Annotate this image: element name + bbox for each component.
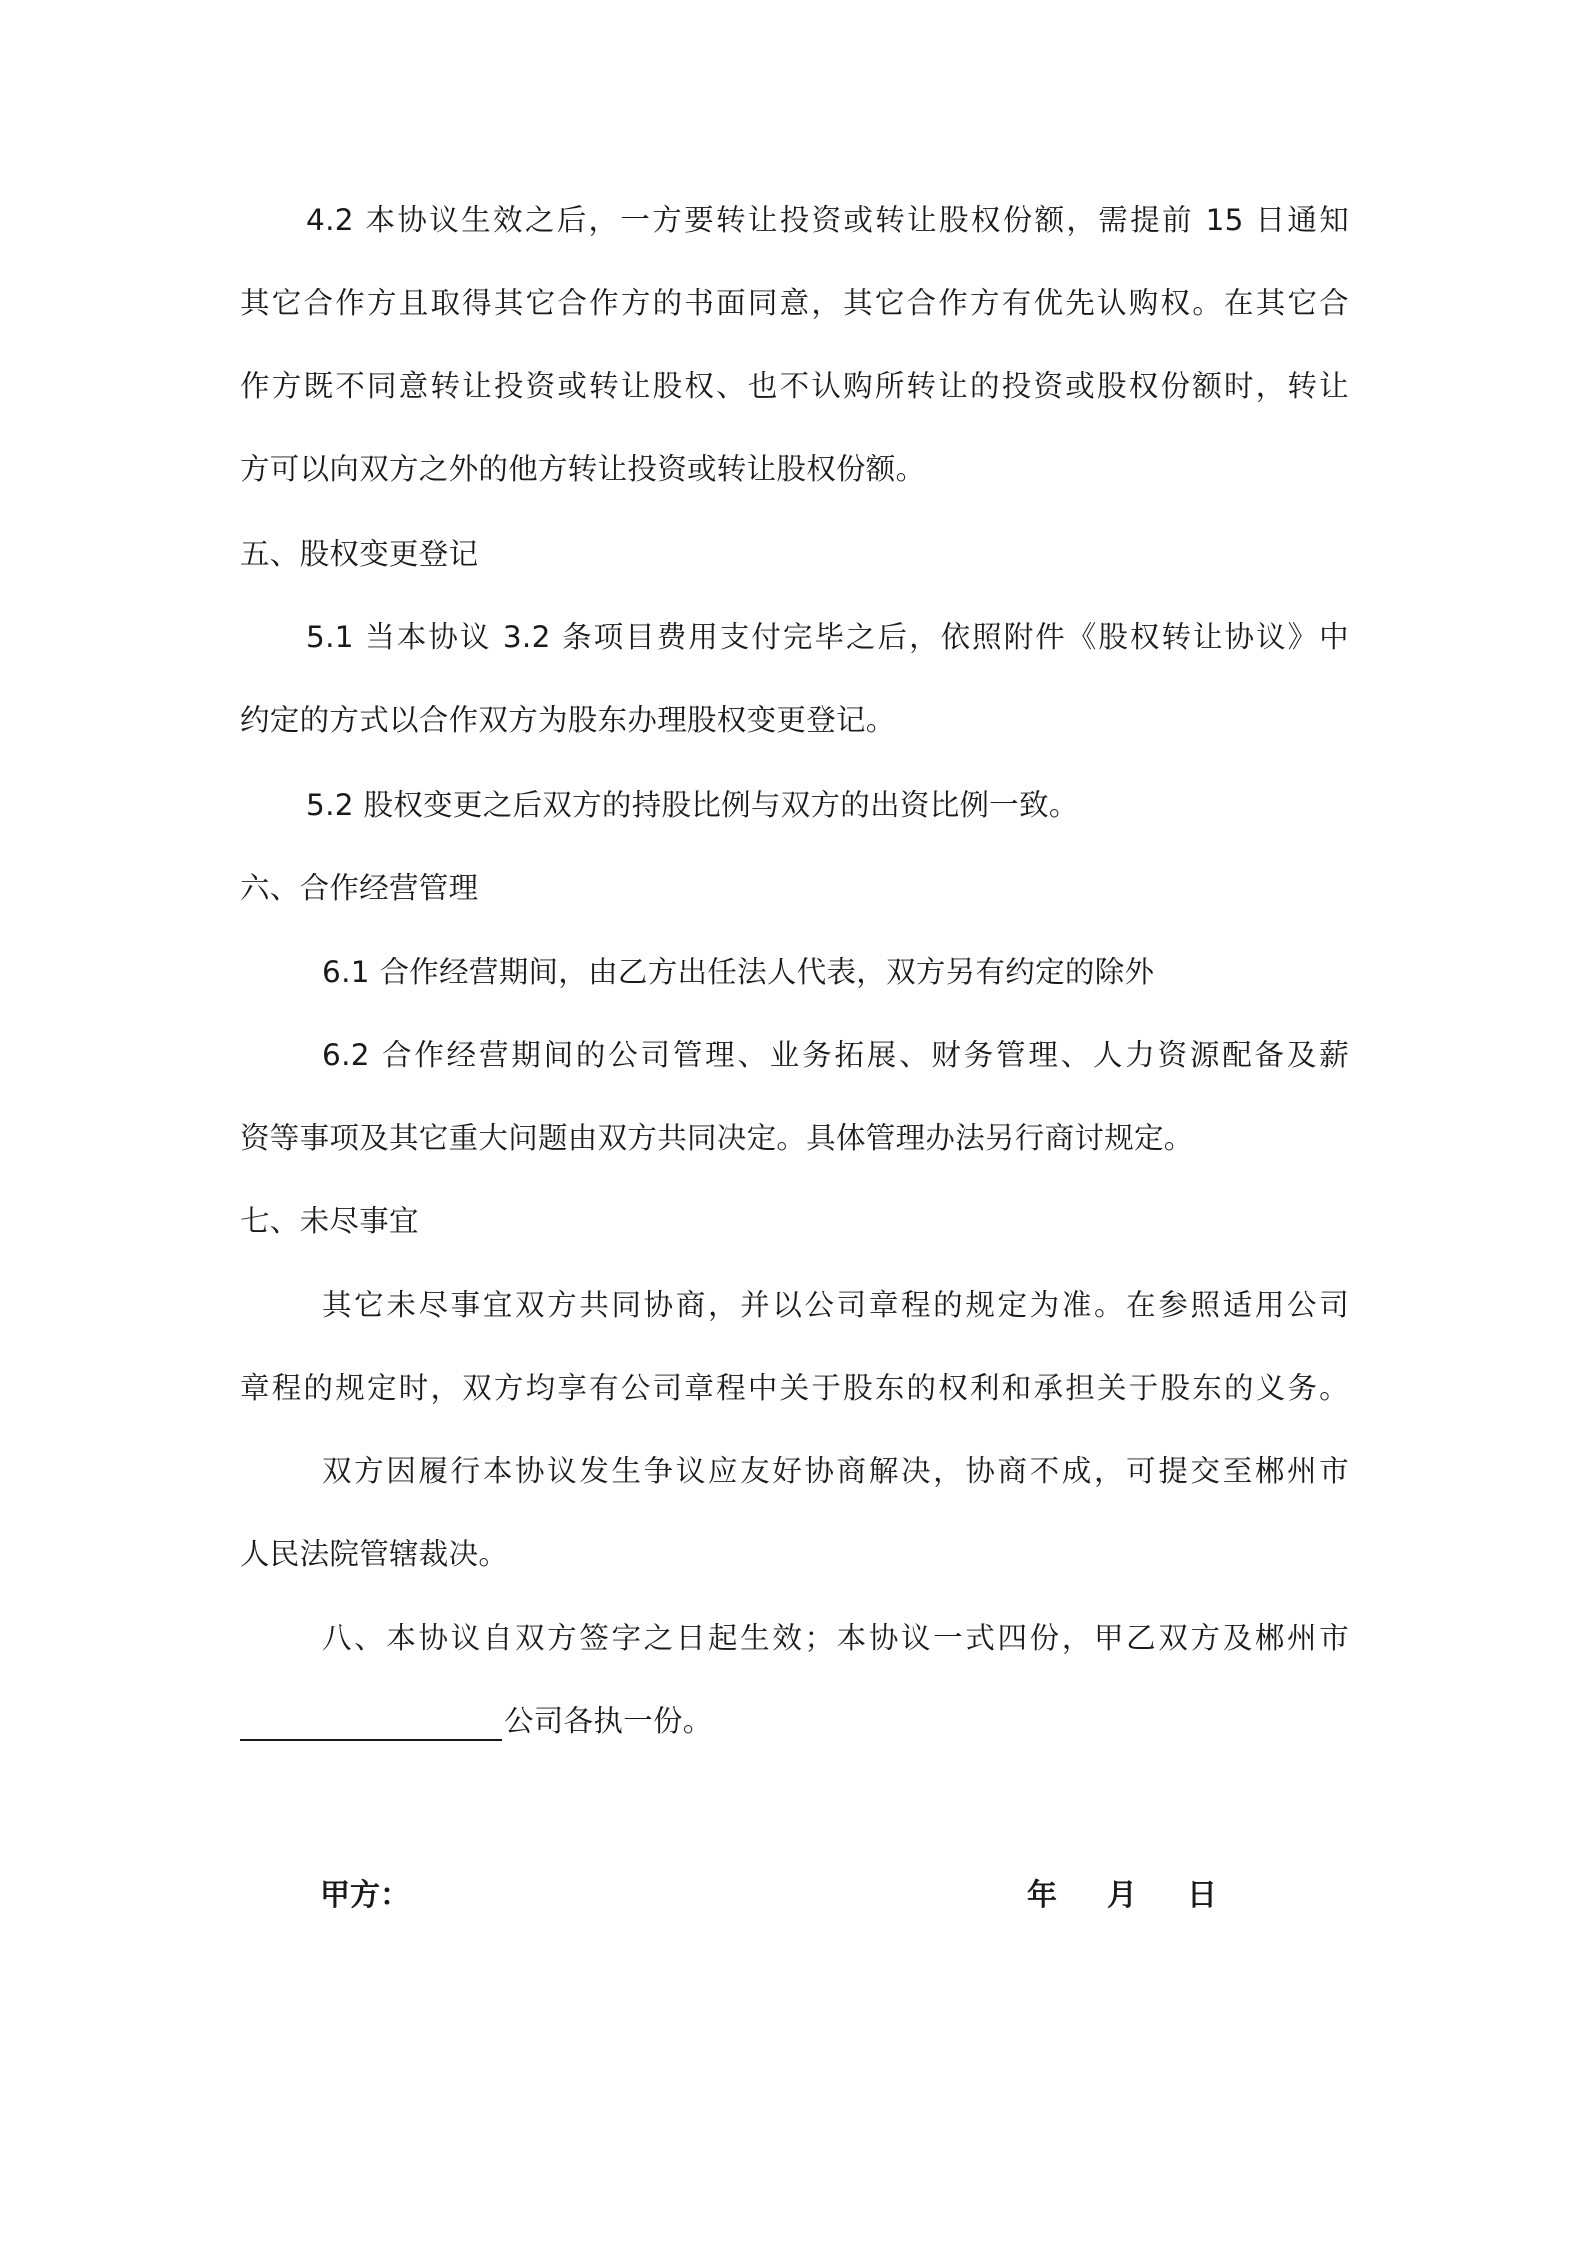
clause-5-1-line-1: 5.1 当本协议 3.2 条项目费用支付完毕之后，依照附件《股权转让协议》中: [306, 620, 1349, 654]
section-7-para-1-line-2: 章程的规定时，双方均享有公司章程中关于股东的权利和承担关于股东的义务。: [240, 1371, 1349, 1405]
section-8-line-2: [240, 1701, 713, 1741]
section-7-para-1-line-1: 其它未尽事宜双方共同协商，并以公司章程的规定为准。在参照适用公司: [322, 1288, 1349, 1322]
clause-6-1: 6.1 合作经营期间，由乙方出任法人代表，双方另有约定的除外: [322, 955, 1155, 989]
section-6-heading: 六、合作经营管理: [240, 871, 479, 905]
date-year: 年: [1027, 1878, 1057, 1913]
clause-4-2-line-4: 方可以向双方之外的他方转让投资或转让股权份额。: [240, 452, 926, 486]
section-7-heading: 七、未尽事宜: [240, 1204, 419, 1238]
clause-6-2-line-1: 6.2 合作经营期间的公司管理、业务拓展、财务管理、人力资源配备及薪: [322, 1038, 1349, 1072]
company-name-blank: [240, 1703, 502, 1741]
section-7-para-2-line-1: 双方因履行本协议发生争议应友好协商解决，协商不成，可提交至郴州市: [322, 1454, 1349, 1488]
section-8-line-2-text: 公司各执一份。: [504, 1704, 713, 1738]
section-5-heading: 五、股权变更登记: [240, 537, 479, 571]
date-day: 日: [1187, 1878, 1217, 1913]
clause-4-2-line-3: 作方既不同意转让投资或转让股权、也不认购所转让的投资或股权份额时，转让: [240, 369, 1349, 403]
clause-5-2: 5.2 股权变更之后双方的持股比例与双方的出资比例一致。: [306, 788, 1079, 822]
section-8-line-1: 八、本协议自双方签字之日起生效；本协议一式四份，甲乙双方及郴州市: [322, 1621, 1349, 1655]
date-month: 月: [1107, 1878, 1137, 1913]
clause-4-2-line-2: 其它合作方且取得其它合作方的书面同意，其它合作方有优先认购权。在其它合: [240, 286, 1349, 320]
clause-6-2-line-2: 资等事项及其它重大问题由双方共同决定。具体管理办法另行商讨规定。: [240, 1121, 1194, 1155]
section-7-para-2-line-2: 人民法院管辖裁决。: [240, 1537, 509, 1571]
party-a-label: 甲方：: [320, 1878, 410, 1913]
clause-4-2-line-1: 4.2 本协议生效之后，一方要转让投资或转让股权份额，需提前 15 日通知: [306, 203, 1349, 237]
clause-5-1-line-2: 约定的方式以合作双方为股东办理股权变更登记。: [240, 703, 896, 737]
